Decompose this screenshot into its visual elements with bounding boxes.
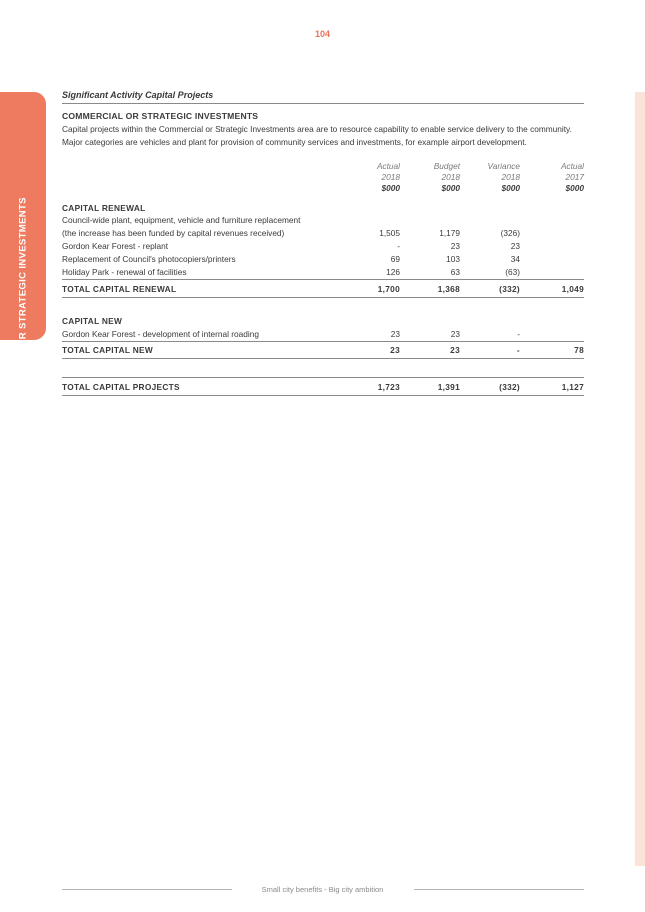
footer-tagline: Small city benefits - Big city ambition <box>261 885 384 894</box>
footer-rule-right <box>414 889 584 890</box>
divider <box>62 297 584 298</box>
column-header-label: Budget <box>433 161 460 171</box>
total-capital-new-row <box>62 345 584 358</box>
column-header-unit: $000 <box>381 183 400 193</box>
cell-budget-2018: 63 <box>450 267 460 277</box>
section-title: COMMERCIAL OR STRATEGIC INVESTMENTS <box>62 111 259 121</box>
cell-budget-2018: 103 <box>446 254 460 264</box>
cell-budget-2018: 23 <box>450 345 460 355</box>
cell-actual-2018: 1,723 <box>377 382 400 392</box>
cell-actual-2018: 1,505 <box>379 228 400 238</box>
table-row <box>62 215 584 228</box>
cell-actual-2018: 23 <box>390 345 400 355</box>
cell-variance-2018: 34 <box>510 254 520 264</box>
column-header-year: 2018 <box>441 172 460 182</box>
capital-new-heading <box>62 316 584 329</box>
row-label: TOTAL CAPITAL RENEWAL <box>62 284 177 294</box>
section-heading: CAPITAL RENEWAL <box>62 203 146 213</box>
row-label: Replacement of Council's photocopiers/printers <box>62 254 236 264</box>
divider <box>62 358 584 359</box>
cell-budget-2018: 1,179 <box>439 228 460 238</box>
column-header-year: 2018 <box>501 172 520 182</box>
column-header-label: Actual <box>376 161 400 171</box>
section-heading: CAPITAL NEW <box>62 316 123 326</box>
column-header-label: Variance <box>487 161 520 171</box>
cell-variance-2018: (63) <box>505 267 520 277</box>
column-header-unit-row <box>62 183 584 196</box>
cell-actual-2018: 126 <box>386 267 400 277</box>
right-edge-strip <box>635 92 645 866</box>
page-number: 104 <box>314 29 331 39</box>
column-header-unit: $000 <box>501 183 520 193</box>
cell-budget-2018: 1,368 <box>437 284 460 294</box>
side-tab-label: COMMERCIAL OR STRATEGIC INVESTMENTS <box>17 197 29 419</box>
column-header-unit: $000 <box>441 183 460 193</box>
row-label: TOTAL CAPITAL PROJECTS <box>62 382 180 392</box>
cell-actual-2018: - <box>397 241 400 251</box>
divider <box>62 341 584 342</box>
row-label: TOTAL CAPITAL NEW <box>62 345 153 355</box>
row-label: Council-wide plant, equipment, vehicle and furniture replacement <box>62 215 301 225</box>
cell-variance-2018: (332) <box>499 284 520 294</box>
cell-actual-2017: 78 <box>574 345 584 355</box>
intro-paragraph: Capital projects within the Commercial or Strategic Investments area are to resource capability to enable service delivery to the community. Major categories are vehicles and plant for provision of community services and investments, for example airport development. <box>62 124 572 147</box>
cell-variance-2018: 23 <box>510 241 520 251</box>
column-header-year: 2017 <box>565 172 584 182</box>
column-header-year: 2018 <box>381 172 400 182</box>
total-capital-renewal-row <box>62 284 584 297</box>
cell-actual-2018: 23 <box>390 329 400 339</box>
cell-variance-2018: (326) <box>500 228 520 238</box>
cell-actual-2018: 69 <box>390 254 400 264</box>
row-label: Gordon Kear Forest - development of internal roading <box>62 329 259 339</box>
total-capital-projects-row <box>62 382 584 395</box>
cell-actual-2018: 1,700 <box>377 284 400 294</box>
activity-title: Significant Activity Capital Projects <box>62 90 584 104</box>
cell-variance-2018: (332) <box>499 382 520 392</box>
cell-actual-2017: 1,049 <box>561 284 584 294</box>
cell-actual-2017: 1,127 <box>561 382 584 392</box>
row-label: Gordon Kear Forest - replant <box>62 241 169 251</box>
table-row <box>62 254 584 267</box>
cell-variance-2018: - <box>516 345 520 355</box>
divider <box>62 377 584 378</box>
divider <box>62 395 584 396</box>
cell-budget-2018: 23 <box>450 241 460 251</box>
cell-variance-2018: - <box>517 329 520 339</box>
cell-budget-2018: 23 <box>450 329 460 339</box>
table-row <box>62 228 584 241</box>
table-row <box>62 241 584 254</box>
column-header-unit: $000 <box>565 183 584 193</box>
cell-budget-2018: 1,391 <box>437 382 460 392</box>
side-tab <box>0 92 46 419</box>
row-label: (the increase has been funded by capital revenues received) <box>62 228 285 238</box>
row-label: Holiday Park - renewal of facilities <box>62 267 187 277</box>
divider <box>62 279 584 280</box>
column-header-label: Actual <box>560 161 584 171</box>
